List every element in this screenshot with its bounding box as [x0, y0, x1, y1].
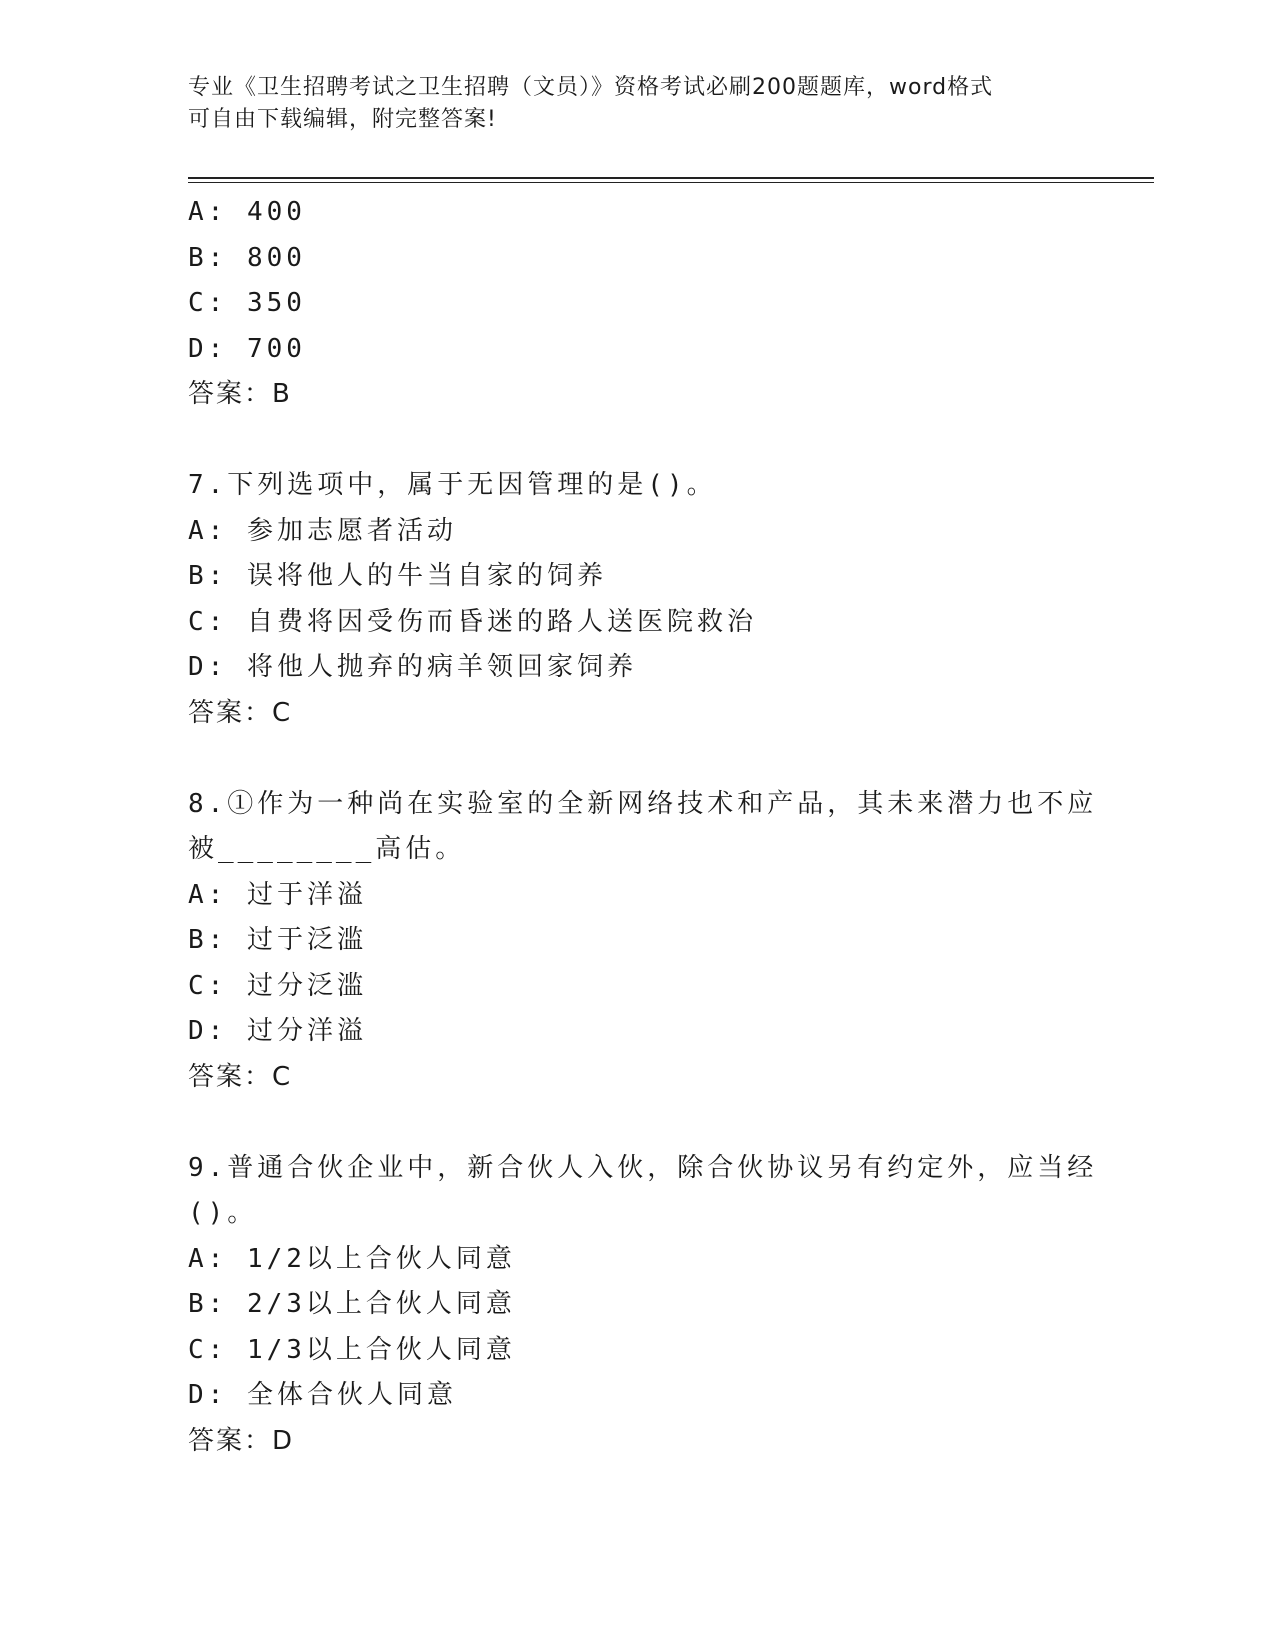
answer-line: 答案：D: [188, 1425, 295, 1456]
option-a: A: 过于洋溢: [188, 879, 367, 910]
option-d: D: 全体合伙人同意: [188, 1380, 457, 1410]
option-c: C: 1/3以上合伙人同意: [188, 1334, 516, 1365]
question-9: [188, 1146, 1098, 1465]
question-6-tail: [188, 190, 1088, 418]
header-line-2: 可自由下载编辑，附完整答案!: [188, 107, 497, 132]
question-8: [188, 782, 1098, 1101]
option-d: D: 过分洋溢: [188, 1016, 367, 1046]
question-stem-line-1: 8.①作为一种尚在实验室的全新网络技术和产品，其未来潜力也不应: [188, 788, 1098, 819]
option-d: D: 将他人抛弃的病羊领回家饲养: [188, 652, 637, 682]
question-7: [188, 463, 1088, 736]
header-line-1: 专业《卫生招聘考试之卫生招聘（文员）》资格考试必刷200题题库，word格式: [188, 75, 994, 100]
question-list: [188, 190, 1098, 1464]
question-stem-line-2: ()。: [188, 1198, 258, 1228]
option-d: D: 700: [188, 333, 306, 364]
option-a: A: 400: [188, 197, 306, 227]
question-stem-line-2: 被________高估。: [188, 834, 466, 864]
answer-line: 答案：B: [188, 379, 292, 409]
question-stem: 7.下列选项中，属于无因管理的是()。: [188, 470, 717, 500]
answer-line: 答案：C: [188, 697, 293, 728]
header-rule-thin: [188, 182, 1154, 183]
question-stem-line-1: 9.普通合伙企业中，新合伙人入伙，除合伙协议另有约定外，应当经: [188, 1152, 1098, 1183]
option-a: A: 参加志愿者活动: [188, 515, 457, 546]
header-rule-thick: [188, 177, 1154, 179]
option-c: C: 350: [188, 288, 306, 318]
option-b: B: 800: [188, 242, 306, 273]
document-header: [188, 72, 1088, 136]
option-b: B: 2/3以上合伙人同意: [188, 1289, 516, 1319]
option-c: C: 自费将因受伤而昏迷的路人送医院救治: [188, 606, 757, 637]
option-b: B: 误将他人的牛当自家的饲养: [188, 561, 607, 591]
answer-line: 答案：C: [188, 1061, 293, 1092]
option-a: A: 1/2以上合伙人同意: [188, 1243, 516, 1274]
option-b: B: 过于泛滥: [188, 925, 367, 955]
option-c: C: 过分泛滥: [188, 970, 367, 1001]
